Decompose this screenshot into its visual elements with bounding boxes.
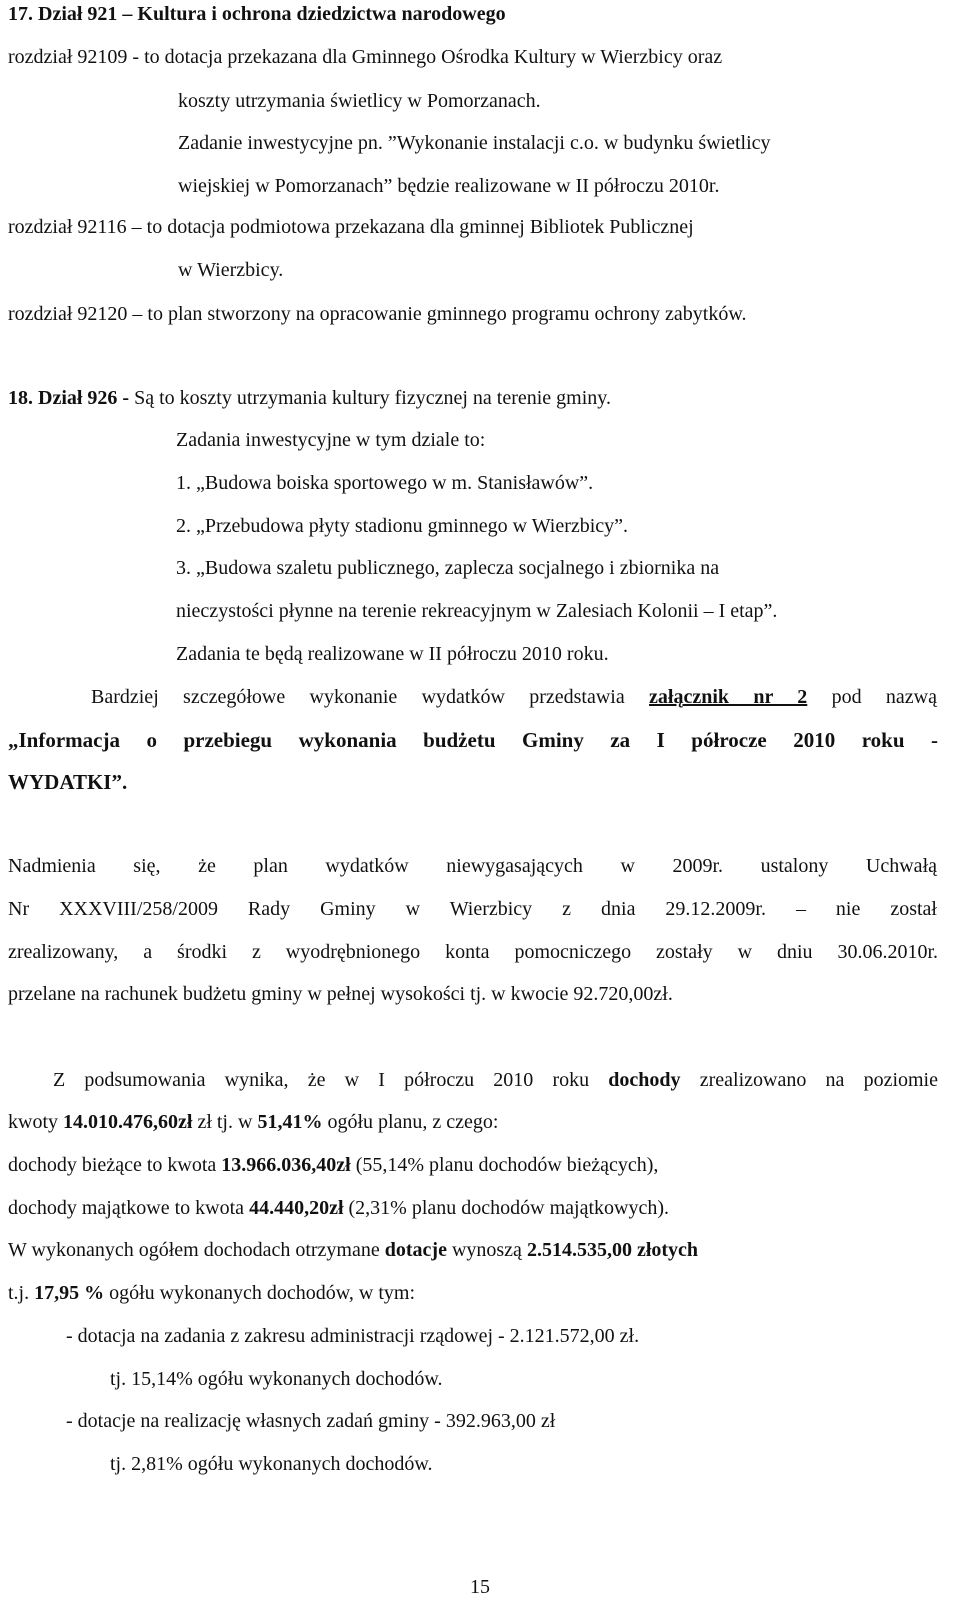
text-run: tj. 2,81% ogółu wykonanych dochodów. (110, 1453, 433, 1475)
text-run: rozdział 92120 – to plan stworzony na opracowanie gminnego programu ochrony zabytków. (8, 303, 747, 325)
paragraph-line (8, 1280, 415, 1306)
text-run: wynoszą (446, 1239, 527, 1261)
text-run: tj. 15,14% ogółu wykonanych dochodów. (110, 1368, 443, 1390)
text-run: 44.440,20zł (249, 1197, 344, 1219)
text-run: Bardziej szczegółowe wykonanie wydatków przedstawia (91, 686, 650, 708)
text-run: Zadania inwestycyjne w tym dziale to: (176, 429, 486, 451)
section-17-heading (8, 1, 506, 27)
paragraph-line (176, 427, 485, 453)
text-run: 2.514.535,00 złotych (526, 1239, 699, 1261)
text-run: rozdział 92116 – to dotacja podmiotowa przekazana dla gminnej Bibliotek Publicznej (8, 216, 694, 238)
text-run: 17. Dział 921 – Kultura i ochrona dziedzictwa narodowego (8, 3, 506, 25)
list-item (176, 513, 628, 539)
text-run: (2,31% planu dochodów majątkowych). (343, 1197, 669, 1219)
paragraph-line (8, 853, 937, 879)
text-run: koszty utrzymania świetlicy w Pomorzanach. (178, 90, 541, 112)
paragraph-line (178, 173, 719, 199)
paragraph-line (178, 88, 541, 114)
text-run: W wykonanych ogółem dochodach otrzymane (8, 1239, 385, 1261)
page-number: 15 (470, 1576, 490, 1598)
paragraph-line (8, 1109, 499, 1135)
text-run: 3. „Budowa szaletu publicznego, zaplecza socjalnego i zbiornika na (176, 557, 720, 579)
text-run: w Wierzbicy. (178, 259, 284, 281)
paragraph-line (8, 1237, 698, 1263)
paragraph-line (8, 1195, 669, 1221)
paragraph-line (8, 1152, 658, 1178)
text-run: ogółu wykonanych dochodów, w tym: (104, 1282, 416, 1304)
text-run: 13.966.036,40zł (221, 1154, 351, 1176)
list-item (176, 555, 719, 581)
text-run: Zadanie inwestycyjne pn. ”Wykonanie instalacji c.o. w budynku świetlicy (178, 132, 771, 154)
text-run: dotacje (384, 1239, 447, 1261)
text-run: ogółu planu, z czego: (322, 1111, 499, 1133)
text-run: t.j. (8, 1282, 35, 1304)
text-run: pod nazwą (807, 686, 937, 708)
text-run: kwoty (8, 1111, 63, 1133)
text-run: nieczystości płynne na terenie rekreacyjnym w Zalesiach Kolonii – I etap”. (176, 600, 778, 622)
text-run: zrealizowany, a środki z wyodrębnionego konta pomocniczego zostały w dniu 30.06.2010r. (8, 941, 938, 963)
list-item-continuation (110, 1366, 443, 1392)
text-run: dochody (608, 1069, 681, 1091)
text-run: 17,95 % (34, 1282, 105, 1304)
text-run: 51,41% (257, 1111, 323, 1133)
paragraph-line (178, 257, 283, 283)
text-run: 2. „Przebudowa płyty stadionu gminnego w Wierzbicy”. (176, 515, 629, 537)
report-title-line (8, 769, 127, 795)
text-run: wiejskiej w Pomorzanach” będzie realizowane w II półroczu 2010r. (178, 175, 720, 197)
text-run: dochody bieżące to kwota (8, 1154, 222, 1176)
paragraph-line (53, 1067, 938, 1093)
list-item-continuation (176, 598, 777, 624)
text-run: „Informacja o przebiegu wykonania budżetu Gminy za I półrocze 2010 roku - (8, 728, 938, 752)
paragraph-line (176, 641, 609, 667)
text-run: zł tj. w (192, 1111, 258, 1133)
paragraph-line (8, 214, 694, 240)
text-run: - dotacje na realizację własnych zadań gminy - 392.963,00 zł (66, 1410, 556, 1432)
text-run: 1. „Budowa boiska sportowego w m. Stanisławów”. (176, 472, 594, 494)
list-item (66, 1408, 555, 1434)
text-run: Z podsumowania wynika, że w I półroczu 2010 roku (53, 1069, 609, 1091)
text-run: Nr XXXVIII/258/2009 Rady Gminy w Wierzbicy z dnia 29.12.2009r. – nie został (8, 898, 937, 920)
text-run: (55,14% planu dochodów bieżących), (350, 1154, 659, 1176)
text-run: dochody majątkowe to kwota (8, 1197, 250, 1219)
report-title-line (8, 727, 938, 753)
paragraph-line (178, 130, 771, 156)
paragraph-line (8, 44, 722, 70)
section-18-heading (8, 385, 611, 411)
paragraph-line (8, 896, 937, 922)
text-run: Są to koszty utrzymania kultury fizycznej na terenie gminy. (129, 387, 611, 409)
text-run: - dotacja na zadania z zakresu administracji rządowej - 2.121.572,00 zł. (66, 1325, 640, 1347)
text-run: WYDATKI”. (8, 770, 128, 794)
list-item (66, 1323, 639, 1349)
list-item-continuation (110, 1451, 433, 1477)
text-run: Zadania te będą realizowane w II półroczu 2010 roku. (176, 643, 609, 665)
text-run: rozdział 92109 - to dotacja przekazana dla Gminnego Ośrodka Kultury w Wierzbicy oraz (8, 46, 723, 68)
text-run: Nadmienia się, że plan wydatków niewygasających w 2009r. ustalony Uchwałą (8, 855, 937, 877)
text-run: 14.010.476,60zł (63, 1111, 193, 1133)
paragraph-line (8, 981, 673, 1007)
list-item (176, 470, 593, 496)
text-run: załącznik nr 2 (649, 686, 808, 708)
paragraph-line (8, 939, 938, 965)
paragraph-line (8, 301, 747, 327)
paragraph-line (91, 684, 937, 710)
text-run: przelane na rachunek budżetu gminy w pełnej wysokości tj. w kwocie 92.720,00zł. (8, 983, 673, 1005)
text-run: 18. Dział 926 - (8, 387, 130, 409)
text-run: zrealizowano na poziomie (680, 1069, 938, 1091)
